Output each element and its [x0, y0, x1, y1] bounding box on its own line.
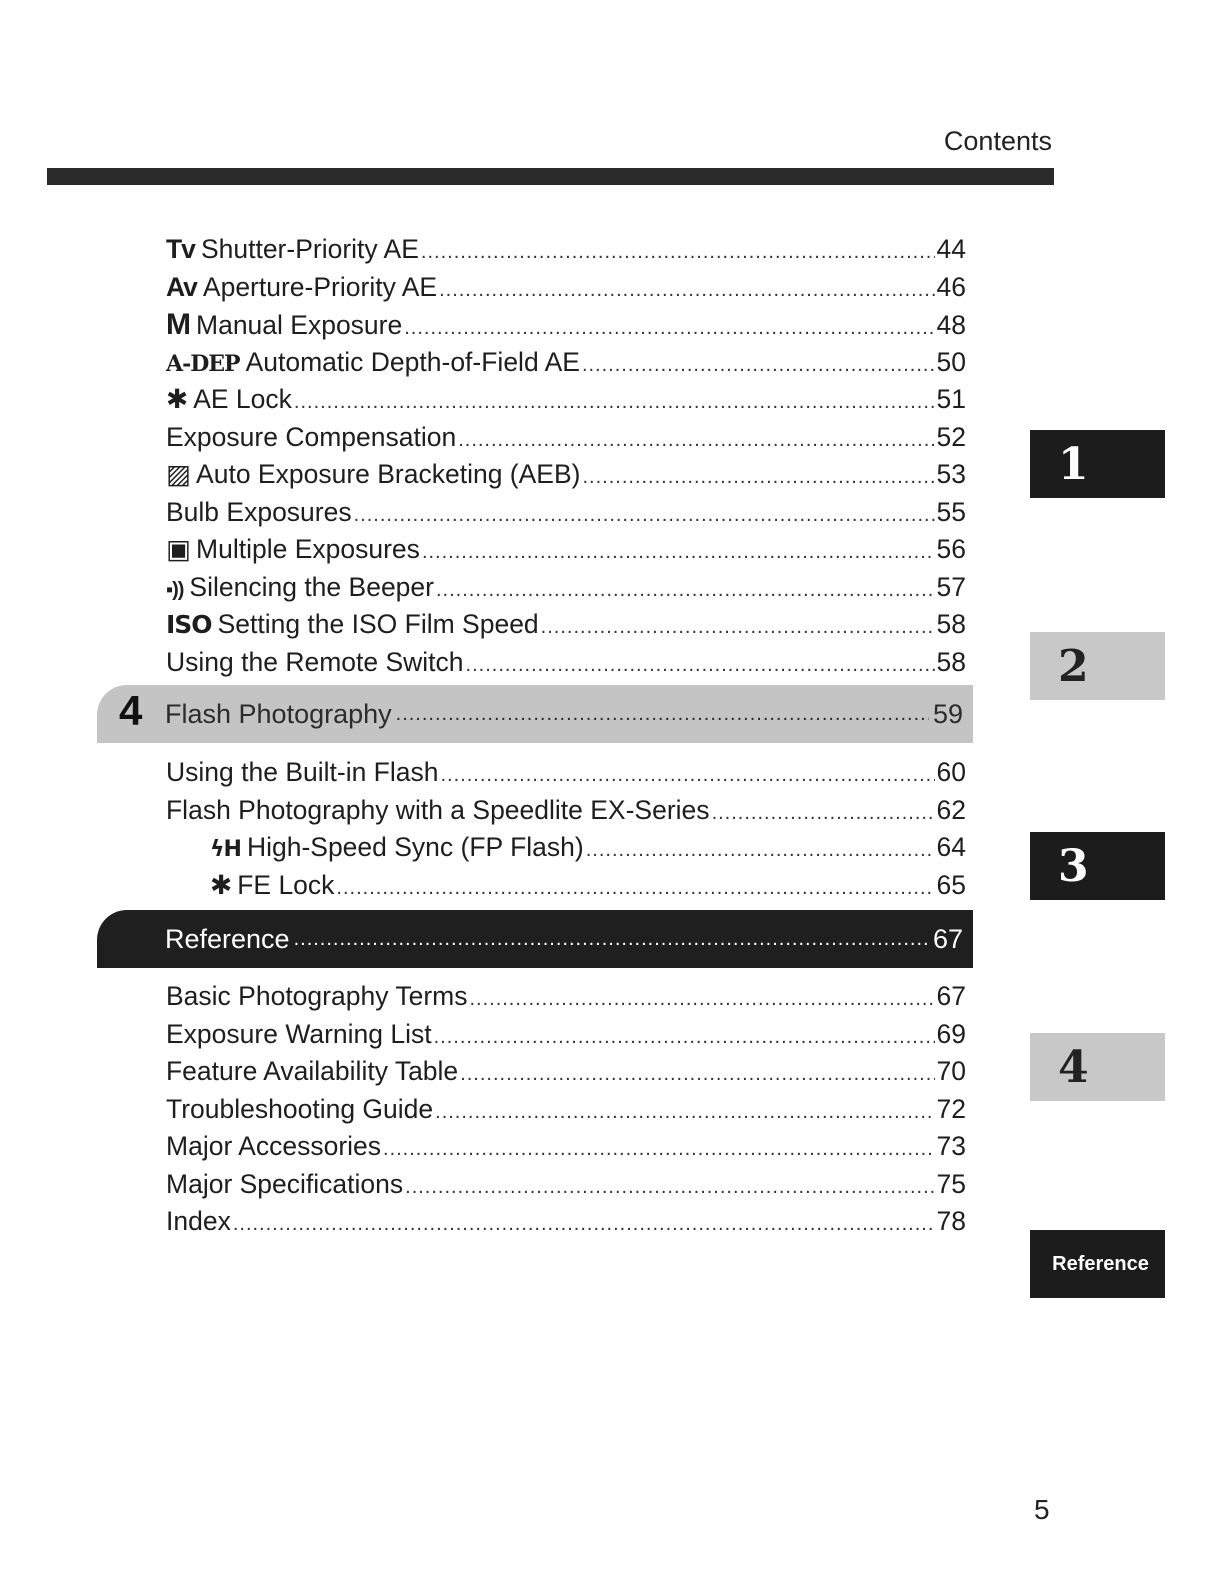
section-reference[interactable]	[97, 910, 973, 968]
toc-entry-label: Feature Availability Table	[166, 1056, 459, 1086]
dot-leader	[336, 870, 934, 908]
toc-entry-iso-speed[interactable]	[166, 606, 966, 644]
toc-entry-silencing-beeper[interactable]	[166, 569, 966, 607]
m-symbol: M	[166, 308, 190, 341]
dot-leader	[294, 928, 929, 951]
toc-entry-label: Index	[166, 1206, 231, 1236]
dot-leader	[396, 703, 929, 726]
toc-entry-label: Silencing the Beeper	[189, 571, 434, 602]
toc-entry-aperture-priority[interactable]	[166, 269, 966, 307]
a-dep-symbol: A-DEP	[166, 350, 240, 377]
header-title: Contents	[943, 126, 1052, 156]
dot-leader	[405, 1169, 934, 1207]
toc-entry-label: Flash Photography with a Speedlite EX-Series	[166, 794, 710, 825]
toc-group-reference	[166, 978, 966, 1241]
toc-entry-label: Manual Exposure	[196, 310, 403, 340]
toc-group-top	[166, 231, 966, 681]
toc-entry-fe-lock[interactable]	[166, 867, 966, 905]
dot-leader	[541, 609, 935, 647]
toc-entry-page: 67	[936, 981, 966, 1011]
toc-entry-label: Basic Photography Terms	[166, 981, 468, 1011]
section-number: 4	[119, 687, 143, 734]
dot-leader	[436, 572, 935, 610]
toc-entry-bulb-exposures[interactable]	[166, 494, 966, 532]
dot-leader	[466, 647, 935, 685]
dot-leader	[460, 1056, 934, 1094]
toc-entry-page: 58	[936, 609, 966, 639]
toc-entry-label: Shutter-Priority AE	[200, 234, 419, 264]
toc-entry-page: 53	[936, 459, 966, 489]
toc-entry-page: 46	[936, 271, 966, 302]
toc-entry-label: High-Speed Sync (FP Flash)	[246, 832, 584, 862]
dot-leader	[294, 384, 935, 422]
toc-entry-page: 50	[936, 346, 966, 377]
section-page: 67	[932, 923, 963, 954]
toc-entry-manual-exposure[interactable]	[166, 306, 966, 344]
toc-entry-shutter-priority[interactable]	[166, 231, 966, 269]
toc-entry-exposure-compensation[interactable]	[166, 419, 966, 457]
dot-leader	[354, 497, 935, 535]
toc-entry-page: 72	[936, 1093, 966, 1124]
toc-entry-label: Exposure Compensation	[166, 421, 457, 452]
toc-entry-label: Using the Built-in Flash	[166, 757, 439, 787]
toc-entry-page: 75	[936, 1168, 966, 1199]
toc-entry-feature-availability[interactable]	[166, 1053, 966, 1091]
page-number: 5	[1034, 1494, 1050, 1525]
toc-entry-label: FE Lock	[237, 869, 335, 900]
toc-entry-exposure-warning-list[interactable]	[166, 1016, 966, 1054]
toc-entry-index[interactable]	[166, 1203, 966, 1241]
dot-leader	[404, 310, 934, 348]
toc-entry-page: 58	[936, 646, 966, 677]
dot-leader	[421, 234, 935, 272]
dot-leader	[434, 1019, 935, 1057]
multiple-exposure-icon: ▣	[166, 534, 191, 565]
toc-entry-multiple-exposures[interactable]	[166, 531, 966, 569]
dot-leader	[712, 795, 935, 833]
chapter-tab-4[interactable]: 4	[1030, 1033, 1165, 1101]
dot-leader	[458, 422, 934, 460]
asterisk-lock-icon: ✱	[210, 869, 232, 900]
toc-entry-label: Using the Remote Switch	[166, 646, 464, 677]
toc-entry-ae-lock[interactable]	[166, 381, 966, 419]
section-label: Reference	[165, 923, 290, 954]
toc-entry-high-speed-sync[interactable]	[166, 829, 966, 867]
toc-entry-page: 73	[936, 1131, 966, 1161]
toc-entry-page: 52	[936, 421, 966, 452]
toc-entry-label: Setting the ISO Film Speed	[217, 609, 539, 639]
toc-entry-basic-terms[interactable]	[166, 978, 966, 1016]
chapter-tab-reference[interactable]: Reference	[1030, 1230, 1165, 1298]
toc-entry-label: AE Lock	[193, 384, 292, 414]
toc-entry-label: Multiple Exposures	[196, 534, 420, 564]
dot-leader	[440, 757, 934, 795]
header-rule	[47, 168, 1054, 185]
toc-entry-page: 51	[936, 384, 966, 414]
section-page: 59	[932, 698, 963, 729]
toc-entry-remote-switch[interactable]	[166, 644, 966, 682]
dot-leader	[233, 1206, 935, 1244]
toc-entry-page: 64	[936, 832, 966, 862]
chapter-tab-3[interactable]: 3	[1030, 832, 1165, 900]
dot-leader	[439, 272, 934, 310]
asterisk-lock-icon: ✱	[166, 384, 188, 414]
iso-symbol: ISO	[166, 610, 212, 639]
toc-entry-label: Major Accessories	[166, 1131, 382, 1161]
toc-entry-label: Auto Exposure Bracketing (AEB)	[196, 459, 581, 489]
toc-entry-page: 48	[936, 310, 966, 340]
toc-entry-troubleshooting[interactable]	[166, 1091, 966, 1129]
bracketing-icon: ▨	[166, 459, 191, 490]
toc-entry-page: 62	[936, 794, 966, 825]
toc-entry-label: Bulb Exposures	[166, 496, 352, 527]
dot-leader	[586, 832, 935, 870]
dot-leader	[582, 347, 935, 385]
toc-entry-label: Major Specifications	[166, 1168, 404, 1199]
toc-entry-aeb[interactable]	[166, 456, 966, 494]
toc-entry-page: 55	[936, 496, 966, 527]
toc-entry-page: 60	[936, 757, 966, 787]
toc-entry-page: 78	[936, 1206, 966, 1236]
toc-entry-page: 65	[936, 869, 966, 900]
dot-leader	[383, 1131, 935, 1169]
toc-entry-major-accessories[interactable]	[166, 1128, 966, 1166]
section-label: Flash Photography	[165, 698, 392, 729]
toc-entry-label: Troubleshooting Guide	[166, 1093, 434, 1124]
toc-entry-label: Exposure Warning List	[166, 1018, 432, 1049]
beeper-icon: ▪))	[166, 578, 184, 601]
toc-entry-page: 56	[936, 534, 966, 564]
dot-leader	[435, 1094, 934, 1132]
toc-entry-label: Automatic Depth-of-Field AE	[245, 346, 580, 377]
dot-leader	[422, 534, 935, 572]
chapter-tab-2[interactable]: 2	[1030, 632, 1165, 700]
toc-entry-page: 69	[936, 1018, 966, 1049]
dot-leader	[582, 459, 934, 497]
toc-entry-depth-of-field[interactable]	[166, 344, 966, 382]
dot-leader	[469, 981, 934, 1019]
toc-entry-page: 44	[936, 234, 966, 264]
toc-entry-built-in-flash[interactable]	[166, 754, 966, 792]
chapter-tab-1[interactable]: 1	[1030, 430, 1165, 498]
toc-group-flash	[166, 754, 966, 904]
flash-h-icon: ϟH	[210, 837, 241, 862]
toc-entry-speedlite[interactable]	[166, 792, 966, 830]
toc-entry-major-specifications[interactable]	[166, 1166, 966, 1204]
av-symbol: Av	[166, 271, 197, 302]
section-flash-photography[interactable]	[97, 685, 973, 743]
tv-symbol: Tv	[166, 234, 195, 264]
toc-entry-page: 70	[936, 1056, 966, 1086]
toc-entry-page: 57	[936, 571, 966, 602]
toc-entry-label: Aperture-Priority AE	[202, 271, 438, 302]
